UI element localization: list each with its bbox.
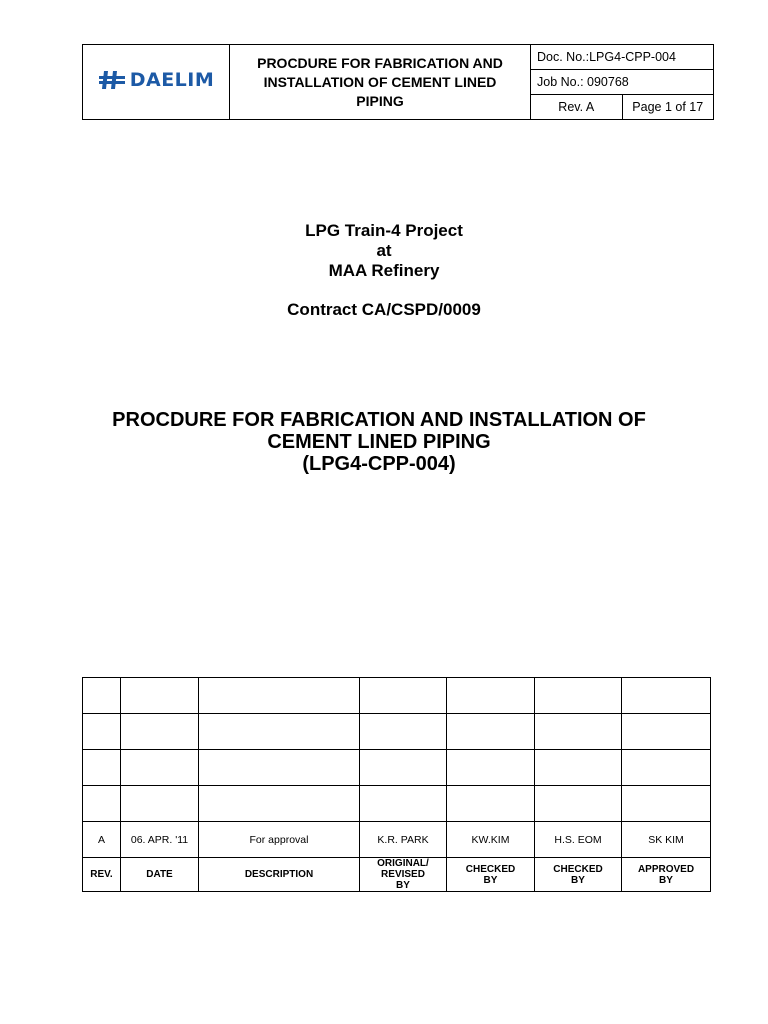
description-cell: For approval (199, 822, 360, 858)
empty-cell (360, 714, 447, 750)
empty-cell (199, 714, 360, 750)
empty-cell (360, 786, 447, 822)
header-approved (622, 858, 711, 892)
header-date: DATE (121, 858, 199, 892)
empty-cell (535, 714, 622, 750)
document-title-line2: CEMENT LINED PIPING (267, 431, 491, 453)
empty-cell (199, 678, 360, 714)
approved-by-cell: SK KIM (622, 822, 711, 858)
header-description: DESCRIPTION (199, 858, 360, 892)
empty-cell (622, 678, 711, 714)
empty-cell (83, 678, 121, 714)
doc-number: Doc. No.:LPG4-CPP-004 (531, 45, 714, 70)
original-by-cell: K.R. PARK (360, 822, 447, 858)
empty-cell (447, 750, 535, 786)
header-checked-2 (535, 858, 622, 892)
empty-cell (622, 750, 711, 786)
header-checked2-l2: BY (571, 874, 585, 886)
rev-cell: A (83, 822, 121, 858)
empty-cell (121, 786, 199, 822)
document-title-line1: PROCDURE FOR FABRICATION AND INSTALLATION OF (112, 409, 646, 431)
revision-row-empty (83, 750, 711, 786)
header-checked-l1: CHECKED (465, 863, 516, 875)
empty-cell (83, 786, 121, 822)
project-name: LPG Train-4 Project (305, 221, 463, 240)
empty-cell (360, 678, 447, 714)
header-original-l2: REVISED (381, 869, 425, 880)
empty-cell (83, 714, 121, 750)
empty-cell (199, 750, 360, 786)
checked-by-cell: KW.KIM (447, 822, 535, 858)
empty-cell (447, 786, 535, 822)
empty-cell (121, 678, 199, 714)
header-approved-l2: BY (659, 874, 673, 886)
empty-cell (535, 750, 622, 786)
header-checked-l2: BY (483, 874, 498, 886)
revision-header-row (83, 858, 711, 892)
revision-row (83, 822, 711, 858)
daelim-emblem-icon (98, 70, 126, 90)
revision-row-empty (83, 714, 711, 750)
header-checked2-l1: CHECKED (553, 863, 603, 875)
empty-cell (447, 714, 535, 750)
empty-cell (535, 678, 622, 714)
document-title-line3: (LPG4-CPP-004) (302, 453, 456, 475)
contract-number: Contract CA/CSPD/0009 (287, 300, 481, 319)
header-title-line1: PROCDURE FOR FABRICATION AND (257, 54, 503, 71)
project-at: at (376, 241, 392, 260)
empty-cell (535, 786, 622, 822)
header-approved-l1: APPROVED (637, 863, 695, 875)
header-original-l1: ORIGINAL/ (377, 858, 429, 869)
header-title-line3: PIPING (356, 92, 404, 109)
revision-table (82, 677, 711, 892)
project-block (0, 221, 768, 281)
logo-wordmark: DAELIM (129, 69, 215, 91)
header-title (230, 45, 531, 120)
header-original-l3: BY (396, 880, 410, 891)
empty-cell (121, 750, 199, 786)
empty-cell (622, 714, 711, 750)
header-checked (447, 858, 535, 892)
empty-cell (83, 750, 121, 786)
empty-cell (447, 678, 535, 714)
empty-cell (199, 786, 360, 822)
job-number: Job No.: 090768 (531, 70, 714, 95)
revision-label: Rev. A (531, 95, 623, 120)
empty-cell (622, 786, 711, 822)
header-original (360, 858, 447, 892)
empty-cell (360, 750, 447, 786)
empty-cell (121, 714, 199, 750)
document-header (82, 44, 714, 120)
page-number: Page 1 of 17 (622, 95, 714, 120)
logo-cell (83, 45, 230, 120)
header-rev: REV. (83, 858, 121, 892)
daelim-logo (98, 69, 215, 91)
revision-row-empty (83, 786, 711, 822)
checked-by-cell-2: H.S. EOM (535, 822, 622, 858)
project-location: MAA Refinery (328, 261, 440, 280)
header-title-line2: INSTALLATION OF CEMENT LINED (263, 73, 497, 90)
revision-row-empty (83, 678, 711, 714)
document-title (0, 409, 758, 475)
date-cell: 06. APR. '11 (121, 822, 199, 858)
